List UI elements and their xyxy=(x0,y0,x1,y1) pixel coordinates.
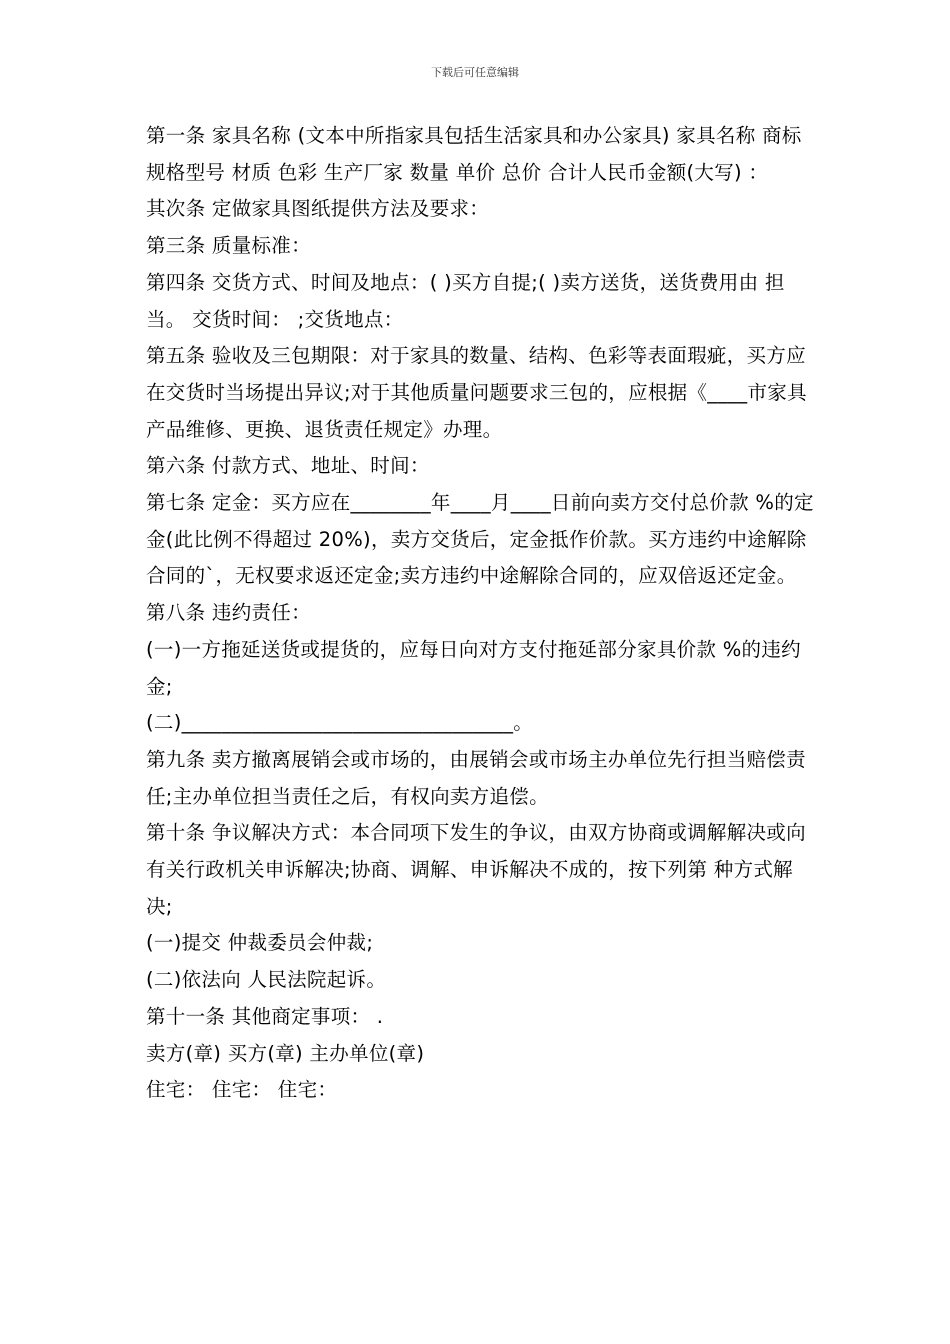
article-10-item-2: (二)依法向 人民法院起诉。 xyxy=(146,968,387,992)
page-header: 下载后可任意编辑 xyxy=(431,66,519,79)
article-8-item-2: (二)_________________________________。 xyxy=(146,711,534,735)
article-10-paragraph: 第十条 争议解决方式：本合同项下发生的争议，由双方协商或调解解决或向有关行政机关申诉解决;协商、调解、申诉解决不成的，按下列第 种方式解决; xyxy=(146,821,806,918)
article-4-paragraph: 第四条 交货方式、时间及地点：( )买方自提;( )卖方送货，送货费用由 担当。 交货时间： ;交货地点： xyxy=(146,270,785,331)
article-1-paragraph: 第一条 家具名称 (文本中所指家具包括生活家具和办公家具) 家具名称 商标 规格型号 材质 色彩 生产厂家 数量 单价 总价 合计人民币金额(大写) ： xyxy=(146,124,802,184)
signature-parties: 卖方(章) 买方(章) 主办单位(章) xyxy=(146,1041,425,1065)
document-body xyxy=(146,118,814,1109)
signature-addresses: 住宅： 住宅： 住宅： xyxy=(146,1078,338,1102)
article-2-paragraph: 其次条 定做家具图纸提供方法及要求： xyxy=(146,197,490,221)
article-11-paragraph: 第十一条 其他商定事项： . xyxy=(146,1004,384,1028)
article-7-paragraph: 第七条 定金：买方应在________年____月____日前向卖方交付总价款 %的定金(此比例不得超过 20%)，卖方交货后，定金抵作价款。买方违约中途解除合同的`，无权要求返还定金;卖方违约中途解除合同的，应双倍返还定金。 xyxy=(146,491,814,588)
article-6-paragraph: 第六条 付款方式、地址、时间： xyxy=(146,454,430,478)
article-3-paragraph: 第三条 质量标准： xyxy=(146,234,311,258)
article-5-paragraph: 第五条 验收及三包期限：对于家具的数量、结构、色彩等表面瑕疵，买方应在交货时当场提出异议;对于其他质量问题要求三包的，应根据《____市家具产品维修、更换、退货责任规定》办理。 xyxy=(146,344,807,441)
article-8-item-1: (一)一方拖延送货或提货的，应每日向对方支付拖延部分家具价款 %的违约金; xyxy=(146,637,801,698)
article-9-paragraph: 第九条 卖方撤离展销会或市场的，由展销会或市场主办单位先行担当赔偿责任;主办单位担当责任之后，有权向卖方追偿。 xyxy=(146,747,806,808)
article-8-paragraph: 第八条 违约责任： xyxy=(146,601,311,625)
article-10-item-1: (一)提交 仲裁委员会仲裁; xyxy=(146,931,374,955)
